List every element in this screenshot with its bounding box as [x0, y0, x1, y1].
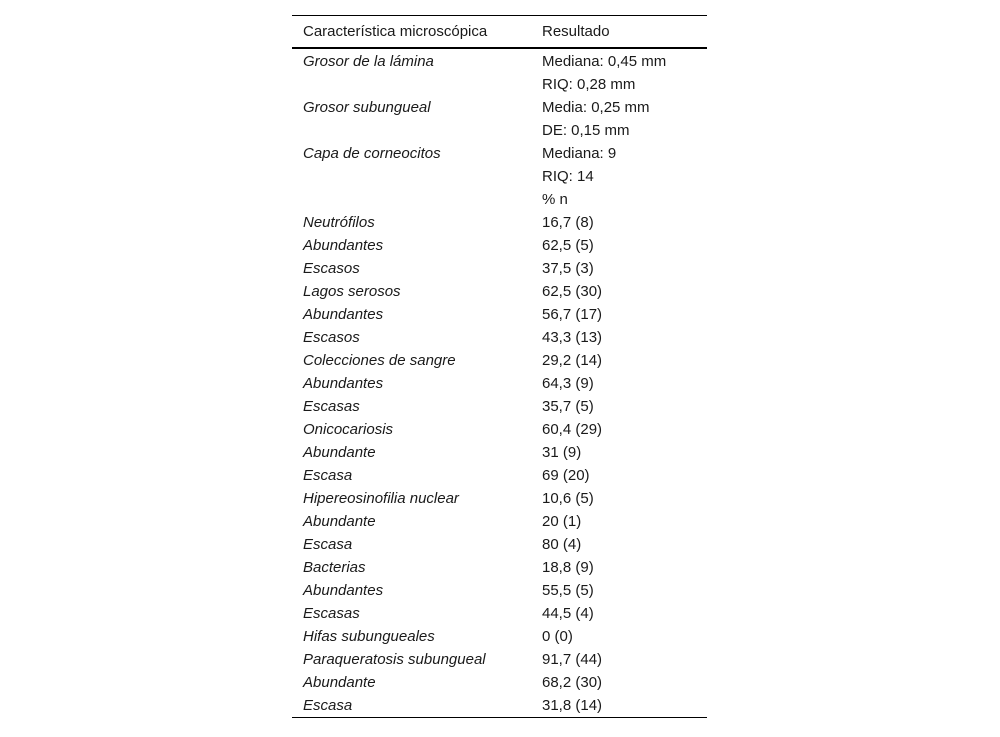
table-row: [292, 257, 707, 280]
table-row: [292, 418, 707, 441]
table-row: [292, 464, 707, 487]
result-cell: RIQ: 0,28 mm: [542, 76, 636, 93]
table-row: [292, 556, 707, 579]
results-table: [292, 15, 707, 718]
table-row: [292, 372, 707, 395]
table-row: [292, 694, 707, 718]
result-cell: 10,6 (5): [542, 490, 594, 507]
result-cell: 60,4 (29): [542, 421, 603, 438]
result-cell: 16,7 (8): [542, 214, 594, 231]
table-body: [292, 48, 707, 718]
characteristic-cell: Onicocariosis: [303, 421, 394, 438]
characteristic-cell: Bacterias: [303, 559, 366, 576]
characteristic-cell: Colecciones de sangre: [303, 352, 456, 369]
result-cell: RIQ: 14: [542, 168, 594, 185]
table-row: [292, 119, 707, 142]
characteristic-cell: Hipereosinofilia nuclear: [303, 490, 459, 507]
characteristic-cell: Escasa: [303, 536, 353, 553]
result-cell: 20 (1): [542, 513, 582, 530]
table-row: [292, 326, 707, 349]
table-row: [292, 73, 707, 96]
result-cell: 29,2 (14): [542, 352, 603, 369]
result-cell: 62,5 (30): [542, 283, 603, 300]
result-cell: 18,8 (9): [542, 559, 594, 576]
result-cell: 31,8 (14): [542, 697, 603, 714]
characteristic-cell: [292, 73, 542, 96]
characteristic-cell: Grosor subungueal: [303, 99, 431, 116]
result-cell: 55,5 (5): [542, 582, 594, 599]
characteristic-cell: Neutrófilos: [303, 214, 375, 231]
table-row: [292, 648, 707, 671]
characteristic-cell: Hifas subungueales: [303, 628, 435, 645]
table-row: [292, 142, 707, 165]
characteristic-cell: Abundante: [303, 674, 376, 691]
table-row: [292, 487, 707, 510]
result-cell: 35,7 (5): [542, 398, 594, 415]
table-row: [292, 280, 707, 303]
result-cell: 64,3 (9): [542, 375, 594, 392]
table-row: [292, 395, 707, 418]
result-cell: Media: 0,25 mm: [542, 99, 650, 116]
characteristic-cell: [292, 165, 542, 188]
result-cell: % n: [542, 191, 568, 208]
characteristic-cell: Lagos serosos: [303, 283, 401, 300]
characteristic-cell: Abundantes: [303, 375, 384, 392]
characteristic-cell: Abundantes: [303, 237, 384, 254]
characteristic-cell: Abundante: [303, 444, 376, 461]
column-header-result: Resultado: [542, 23, 610, 40]
table-row: [292, 234, 707, 257]
characteristic-cell: Escasas: [303, 605, 360, 622]
characteristic-cell: Escasos: [303, 329, 360, 346]
result-cell: Mediana: 0,45 mm: [542, 53, 667, 70]
characteristic-cell: Abundantes: [303, 582, 384, 599]
table-row: [292, 96, 707, 119]
result-cell: 80 (4): [542, 536, 582, 553]
result-cell: 68,2 (30): [542, 674, 603, 691]
characteristic-cell: Abundantes: [303, 306, 384, 323]
characteristic-cell: Escasa: [303, 697, 353, 714]
result-cell: 91,7 (44): [542, 651, 603, 668]
characteristic-cell: [292, 188, 542, 211]
table-row: [292, 188, 707, 211]
table-row: [292, 602, 707, 625]
result-cell: 0 (0): [542, 628, 573, 645]
characteristic-cell: Capa de corneocitos: [303, 145, 441, 162]
result-cell: 31 (9): [542, 444, 582, 461]
table-row: [292, 349, 707, 372]
result-cell: 37,5 (3): [542, 260, 594, 277]
characteristic-cell: Abundante: [303, 513, 376, 530]
result-cell: 43,3 (13): [542, 329, 603, 346]
result-cell: 44,5 (4): [542, 605, 594, 622]
result-cell: 62,5 (5): [542, 237, 594, 254]
result-cell: Mediana: 9: [542, 145, 617, 162]
table-row: [292, 165, 707, 188]
table-row: [292, 671, 707, 694]
characteristic-cell: Escasos: [303, 260, 360, 277]
table-row: [292, 211, 707, 234]
table-row: [292, 441, 707, 464]
characteristic-cell: Escasa: [303, 467, 353, 484]
characteristic-cell: Grosor de la lámina: [303, 53, 434, 70]
table-row: [292, 48, 707, 73]
table-row: [292, 625, 707, 648]
column-header-characteristic: Característica microscópica: [303, 23, 488, 40]
table-row: [292, 579, 707, 602]
characteristic-cell: Escasas: [303, 398, 360, 415]
result-cell: 69 (20): [542, 467, 590, 484]
characteristic-cell: Paraqueratosis subungueal: [303, 651, 486, 668]
results-table-container: [292, 15, 707, 718]
table-header-row: [292, 16, 707, 49]
result-cell: 56,7 (17): [542, 306, 603, 323]
table-row: [292, 303, 707, 326]
table-row: [292, 510, 707, 533]
characteristic-cell: [292, 119, 542, 142]
result-cell: DE: 0,15 mm: [542, 122, 630, 139]
table-row: [292, 533, 707, 556]
